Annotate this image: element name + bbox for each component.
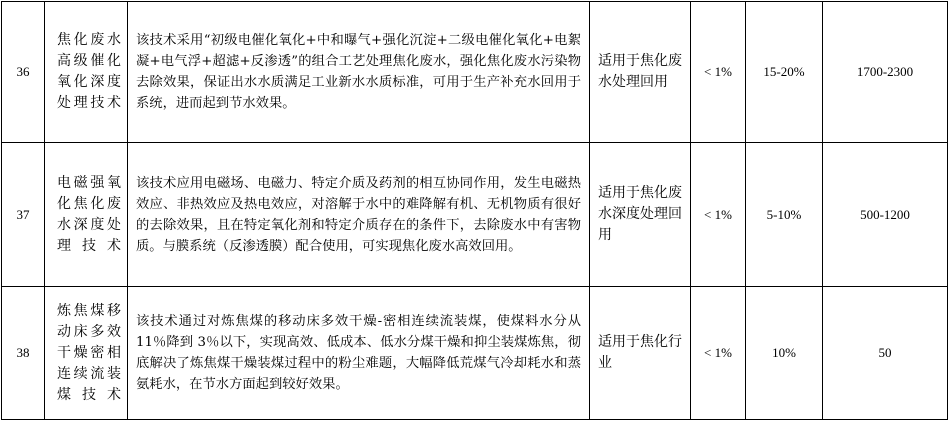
row-number: 36 <box>2 2 45 143</box>
promotion-rate: 15-20% <box>746 2 823 143</box>
table-row <box>2 2 948 143</box>
row-number: 37 <box>2 143 45 287</box>
table-row <box>2 143 948 287</box>
technology-table <box>1 1 948 420</box>
technology-description: 该技术通过对炼焦煤的移动床多效干燥-密相连续流装煤，使煤料水分从 11％降到 3％以下，实现高效、低成本、低水分煤干燥和抑尘装煤炼焦，彻底解决了炼焦煤干燥装煤过程中的粉尘难题，大幅降低荒煤气冷却耗水和蒸氨耗水，在节水方面起到较好效果。 <box>128 287 590 420</box>
technology-name: 炼焦煤移动床多效干燥密相连续流装煤技术 <box>45 287 128 420</box>
applicable-scope: 适用于焦化废水处理回用 <box>590 2 691 143</box>
current-share: < 1% <box>691 287 746 420</box>
water-savings: 50 <box>823 287 948 420</box>
promotion-rate: 10% <box>746 287 823 420</box>
water-savings: 1700-2300 <box>823 2 948 143</box>
promotion-rate: 5-10% <box>746 143 823 287</box>
water-savings: 500-1200 <box>823 143 948 287</box>
current-share: < 1% <box>691 2 746 143</box>
applicable-scope: 适用于焦化行业 <box>590 287 691 420</box>
technology-description: 该技术应用电磁场、电磁力、特定介质及药剂的相互协同作用，发生电磁热效应、非热效应及热电效应，对溶解于水中的难降解有机、无机物质有很好的去除效果，且在特定氧化剂和特定介质存在的条件下，去除废水中有害物质。与膜系统（反渗透膜）配合使用，可实现焦化废水高效回用。 <box>128 143 590 287</box>
table-row <box>2 287 948 420</box>
row-number: 38 <box>2 287 45 420</box>
technology-name: 电磁强氧化焦化废水深度处理技术 <box>45 143 128 287</box>
current-share: < 1% <box>691 143 746 287</box>
technology-description: 该技术采用“初级电催化氧化+中和曝气+强化沉淀+二级电催化氧化+电絮凝+电气浮+超滤+反渗透”的组合工艺处理焦化废水，强化焦化废水污染物去除效果，保证出水水质满足工业新水水质标准，可用于生产补充水回用于系统，进而起到节水效果。 <box>128 2 590 143</box>
applicable-scope: 适用于焦化废水深度处理回用 <box>590 143 691 287</box>
technology-name: 焦化废水高级催化氧化深度处理技术 <box>45 2 128 143</box>
